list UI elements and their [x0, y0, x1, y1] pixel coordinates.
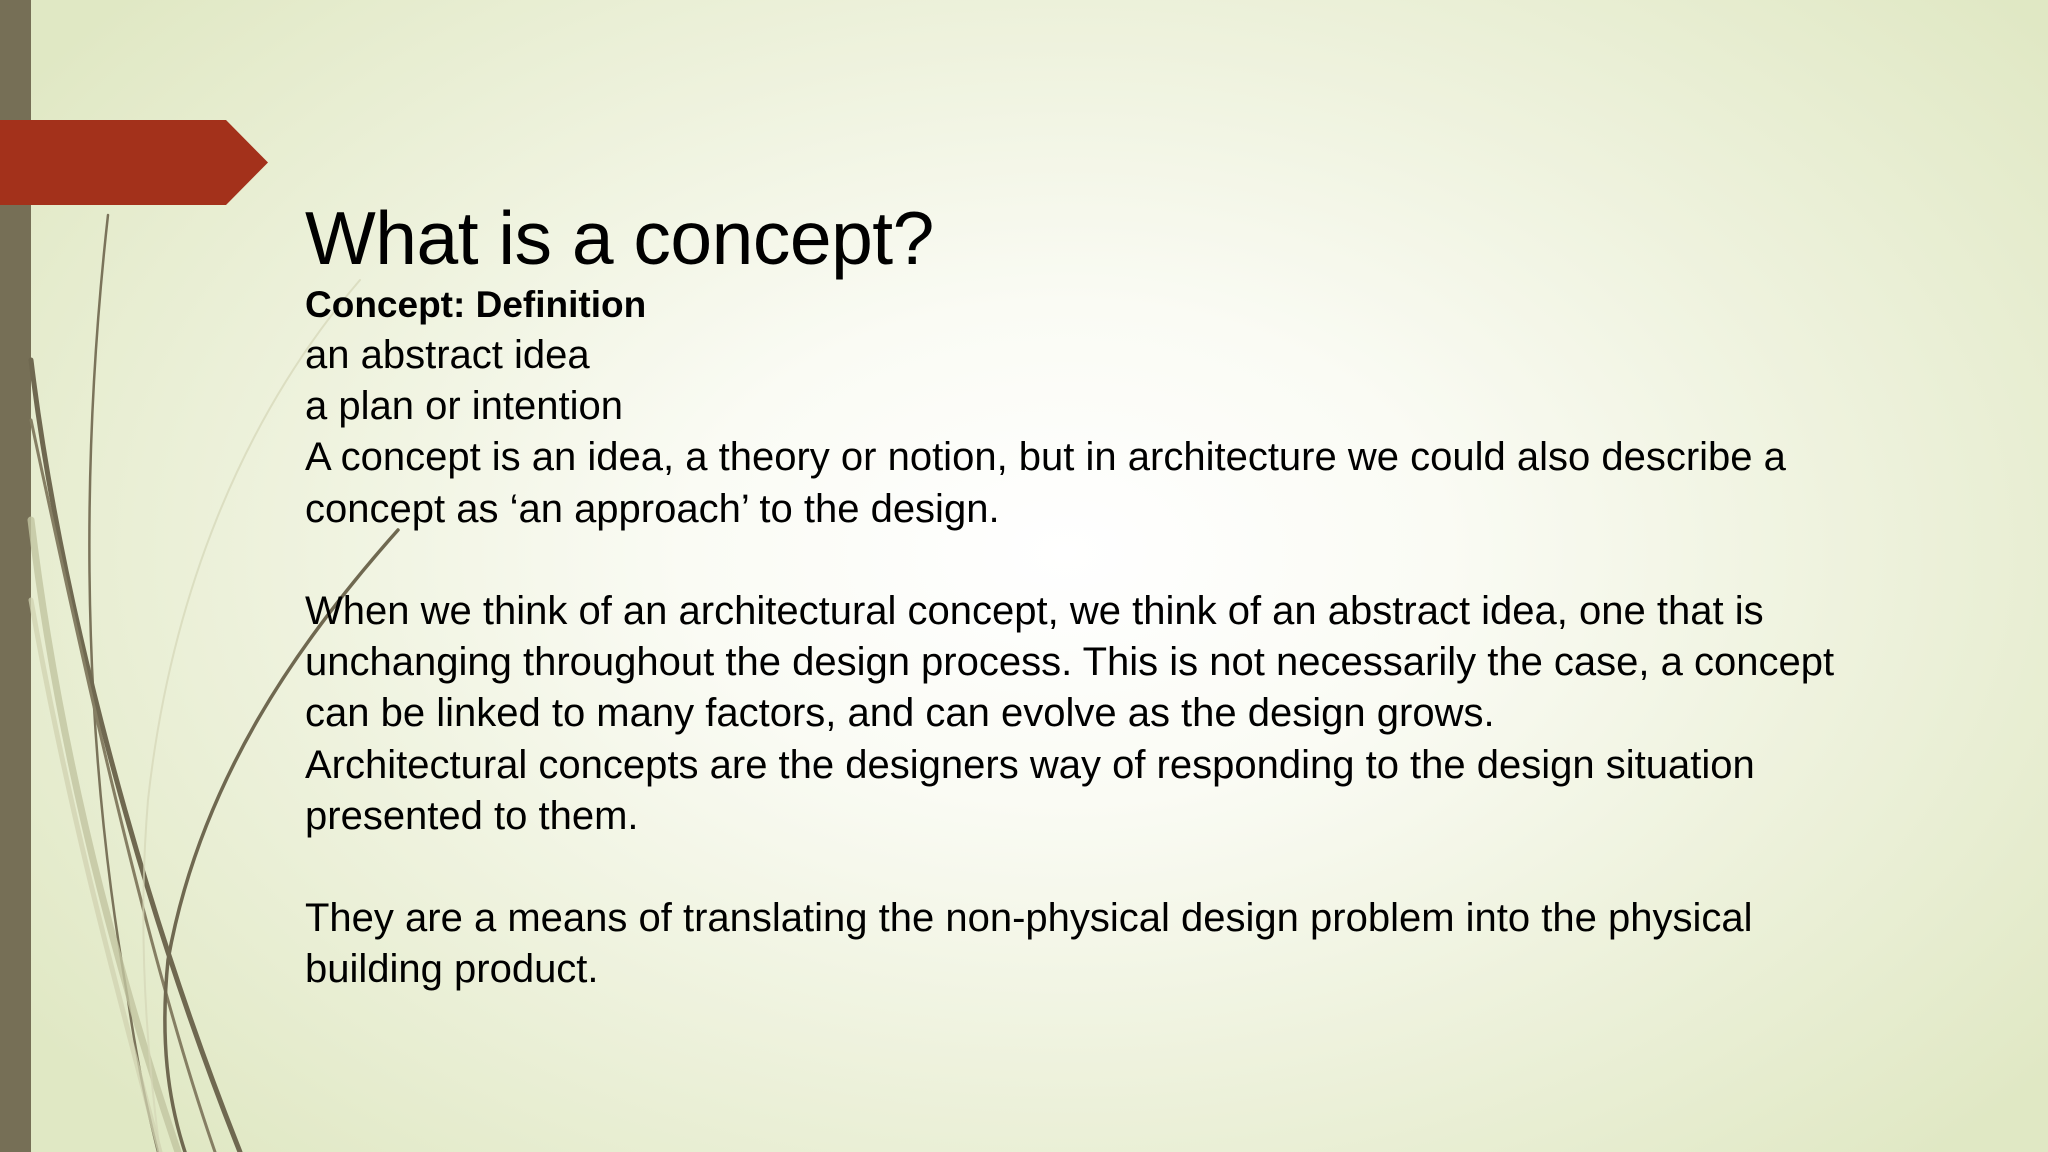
body-line: A concept is an idea, a theory or notion, but in architecture we could also describe a [305, 435, 1786, 480]
body-line: presented to them. [305, 793, 639, 838]
definition-heading: Concept: Definition [305, 284, 647, 325]
body-line: When we think of an architectural concept, we think of an abstract idea, one that is [305, 589, 1764, 633]
paragraph-gap [305, 842, 2005, 893]
slide-content [305, 196, 2005, 996]
title-arrow-banner [0, 120, 268, 205]
body-line: building product. [305, 947, 599, 992]
body-line: a plan or intention [305, 384, 624, 429]
body-line: an abstract idea [305, 333, 590, 377]
slide-title: What is a concept? [305, 196, 934, 280]
body-line: can be linked to many factors, and can evolve as the design grows. [305, 691, 1495, 736]
paragraph-gap [305, 535, 2005, 586]
body-line: They are a means of translating the non-physical design problem into the physical [305, 896, 1753, 941]
body-line: Architectural concepts are the designers way of responding to the design situation [305, 742, 1755, 787]
body-line: unchanging throughout the design process. This is not necessarily the case, a concept [305, 640, 1835, 685]
body-line: concept as ‘an approach’ to the design. [305, 486, 1000, 531]
